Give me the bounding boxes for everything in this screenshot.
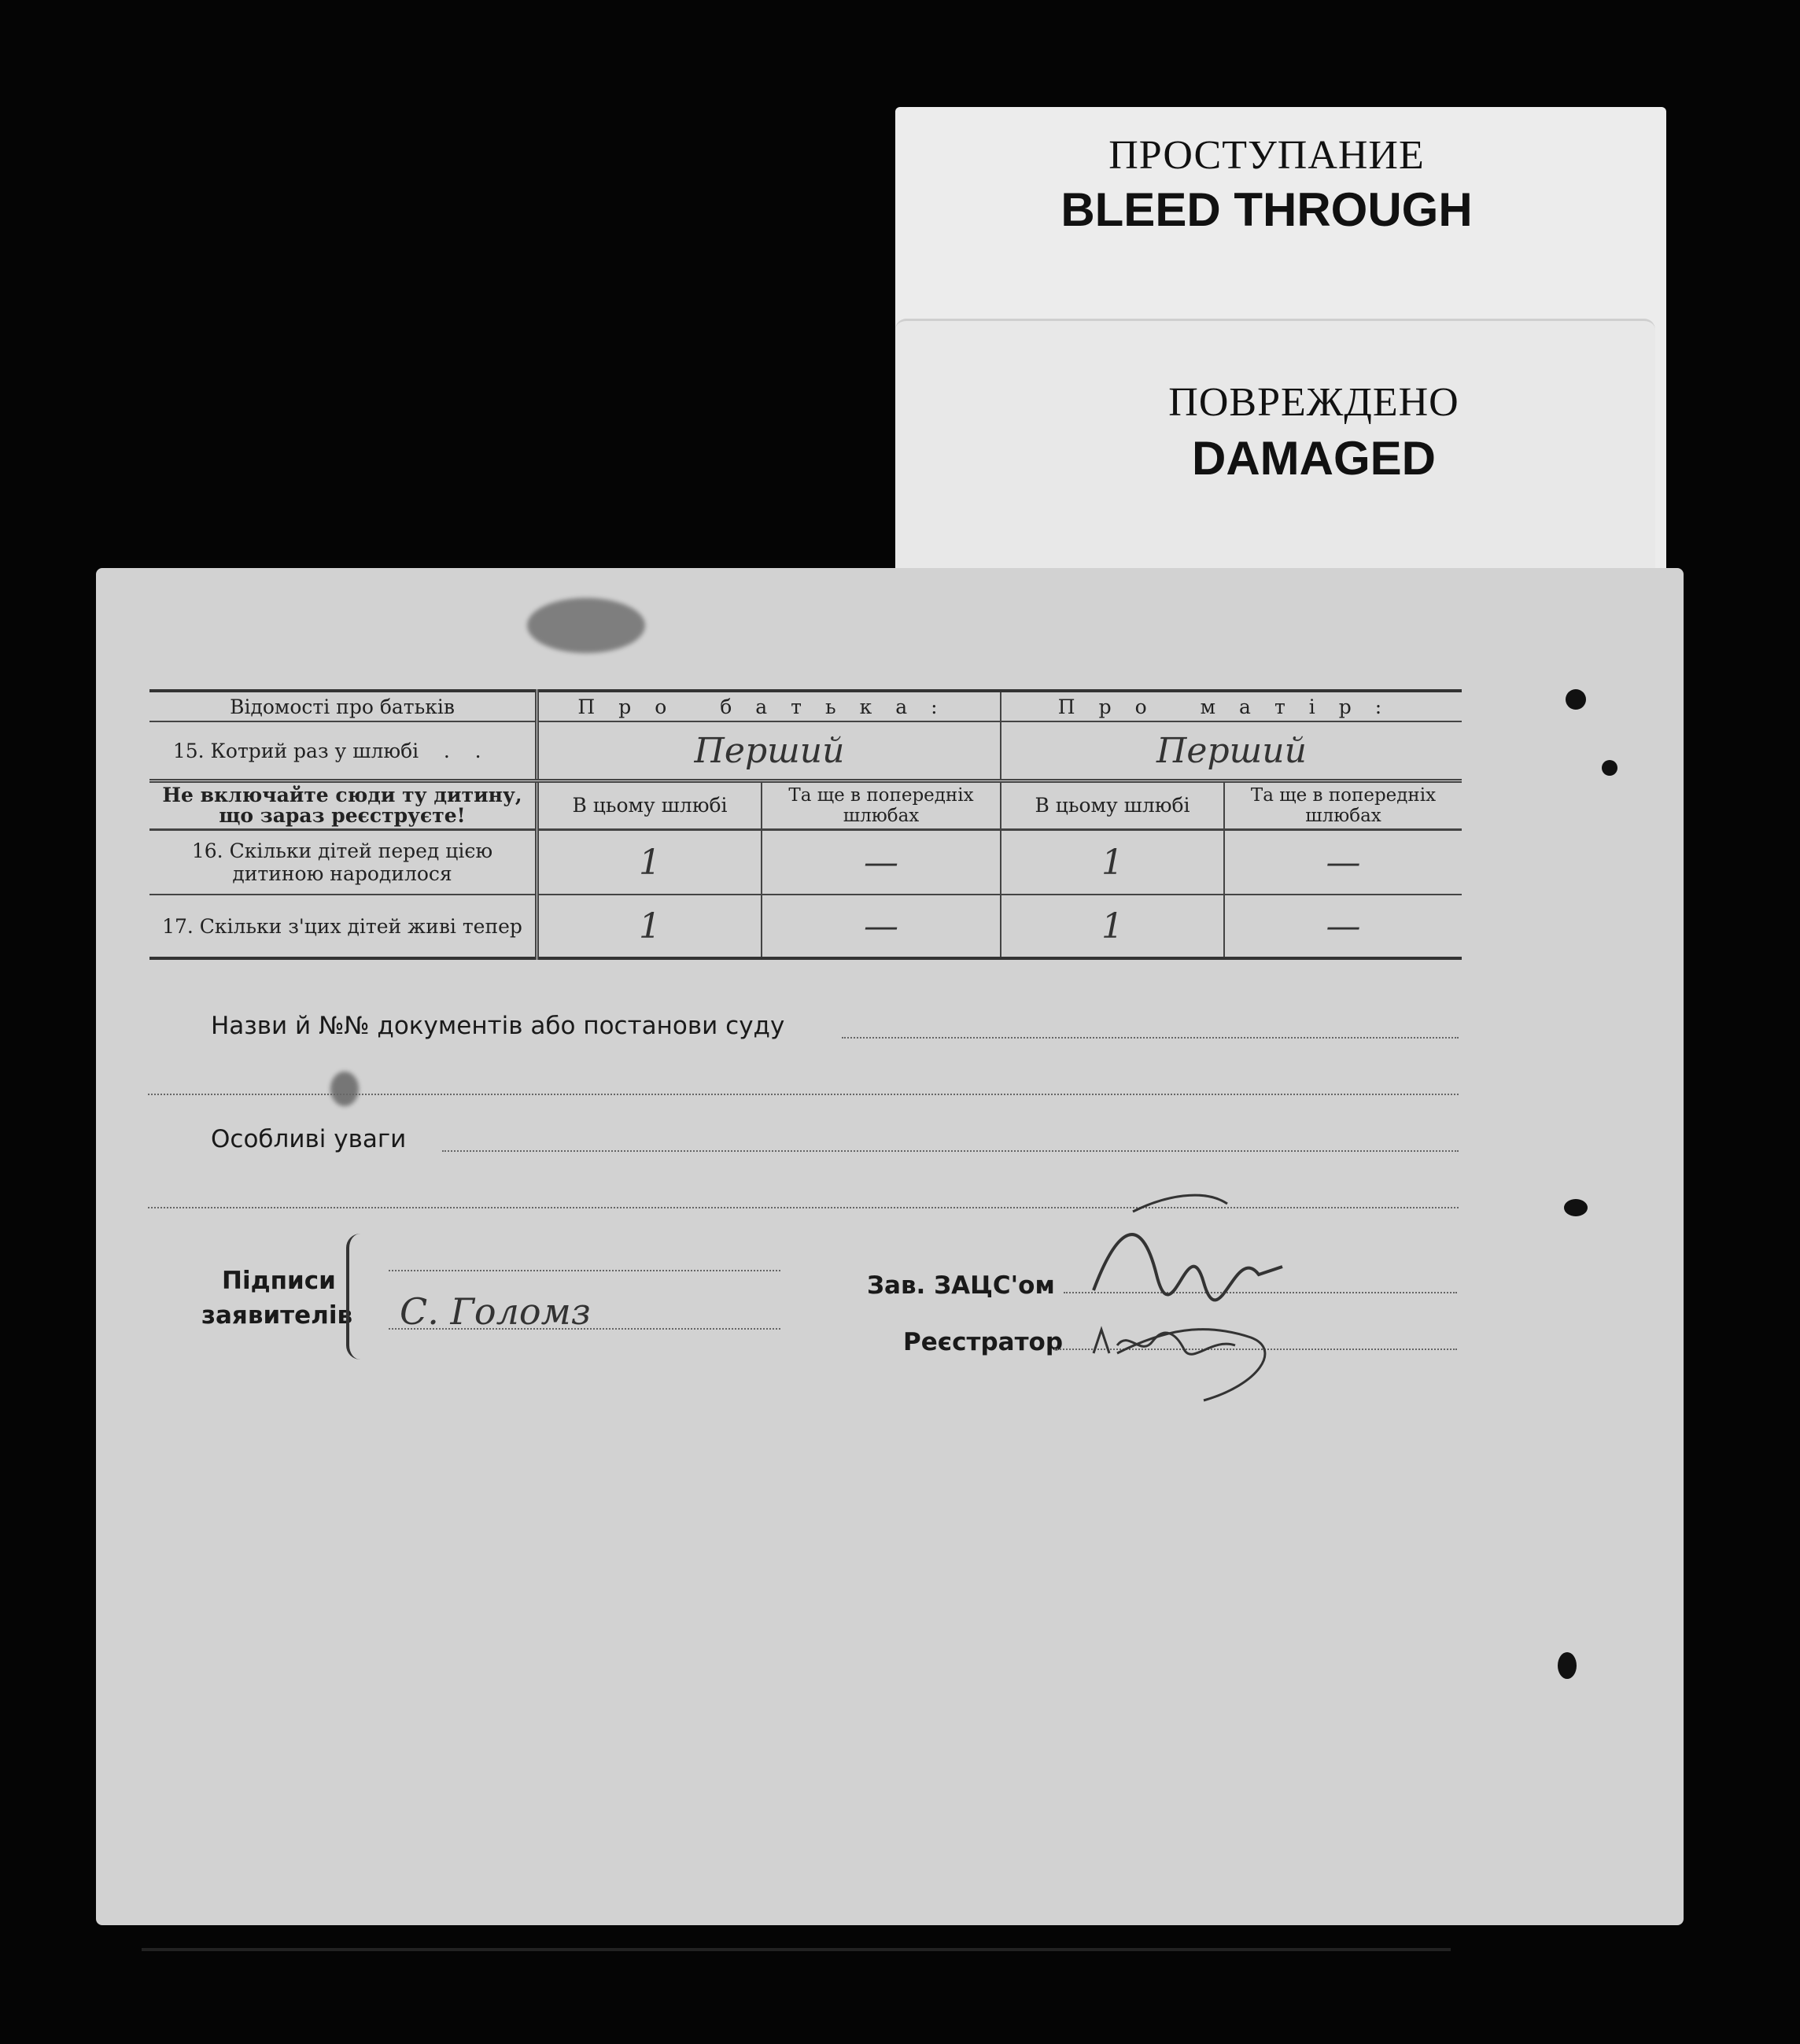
registrar-signature-scribble bbox=[1086, 1322, 1259, 1369]
row15-father-value: Перший bbox=[537, 721, 1001, 781]
registrar-label: Реєстратор bbox=[903, 1328, 1064, 1356]
label-bleed-ru: ПРОСТУПАНИЕ bbox=[1108, 133, 1425, 178]
documents-line bbox=[842, 1037, 1459, 1039]
ink-stamp-smudge bbox=[527, 598, 645, 653]
documents-line-2 bbox=[148, 1094, 1459, 1095]
row16-label: 16. Скільки дітей перед цією дитиною народилося bbox=[149, 830, 537, 895]
row17-mother-previous: — bbox=[1224, 895, 1462, 958]
sub-previous-father: Та ще в попередніх шлюбах bbox=[762, 781, 1001, 830]
applicant-signature: С. Голомз bbox=[400, 1290, 591, 1333]
documents-label: Назви й №№ документів або постанови суду bbox=[211, 1012, 785, 1040]
label-damaged-ru: ПОВРЕЖДЕНО bbox=[1168, 380, 1459, 425]
row17-label: 17. Скільки з'цих дітей живі тепер bbox=[162, 914, 522, 938]
row16-father-previous: — bbox=[762, 830, 1001, 895]
signatures-brace bbox=[346, 1234, 365, 1360]
label-damaged-en: DAMAGED bbox=[1192, 432, 1436, 485]
row17-father-previous: — bbox=[762, 895, 1001, 958]
applicant-signatures-label-2: заявителів bbox=[201, 1301, 353, 1330]
sub-this-marriage-father: В цьому шлюбі bbox=[537, 781, 762, 830]
row16-mother-previous: — bbox=[1224, 830, 1462, 895]
punch-hole bbox=[1564, 1199, 1588, 1216]
applicant-signatures-label-1: Підписи bbox=[222, 1267, 336, 1295]
remarks-label: Особливі уваги bbox=[211, 1125, 407, 1153]
head-signature-scribble bbox=[1070, 1180, 1306, 1416]
header-parents-info: Відомості про батьків bbox=[149, 691, 537, 721]
row16-father-this: 1 bbox=[537, 830, 762, 895]
punch-hole bbox=[1558, 1652, 1577, 1679]
bottom-rule bbox=[142, 1948, 1451, 1951]
applicant-signature-line-1 bbox=[389, 1270, 780, 1271]
row16-mother-this: 1 bbox=[1001, 830, 1224, 895]
head-of-registry-label: Зав. ЗАЦС'ом bbox=[867, 1271, 1055, 1300]
exclusion-note: Не включайте сюди ту дитину, що зараз реєструєте! bbox=[149, 781, 537, 830]
sub-previous-mother: Та ще в попередніх шлюбах bbox=[1224, 781, 1462, 830]
row15-label: 15. Котрий раз у шлюбі . . bbox=[149, 721, 537, 781]
header-father: Про батька: bbox=[537, 691, 1001, 721]
remarks-line bbox=[442, 1150, 1459, 1152]
header-mother: Про матір: bbox=[1001, 691, 1462, 721]
punch-hole bbox=[1566, 689, 1586, 710]
punch-hole bbox=[1602, 760, 1617, 776]
row17-mother-this: 1 bbox=[1001, 895, 1224, 958]
row15-mother-value: Перший bbox=[1001, 721, 1462, 781]
sub-this-marriage-mother: В цьому шлюбі bbox=[1001, 781, 1224, 830]
row17-father-this: 1 bbox=[537, 895, 762, 958]
ink-blot bbox=[330, 1072, 359, 1106]
label-bleed-en: BLEED THROUGH bbox=[1060, 183, 1473, 236]
parents-info-table bbox=[149, 689, 1462, 960]
